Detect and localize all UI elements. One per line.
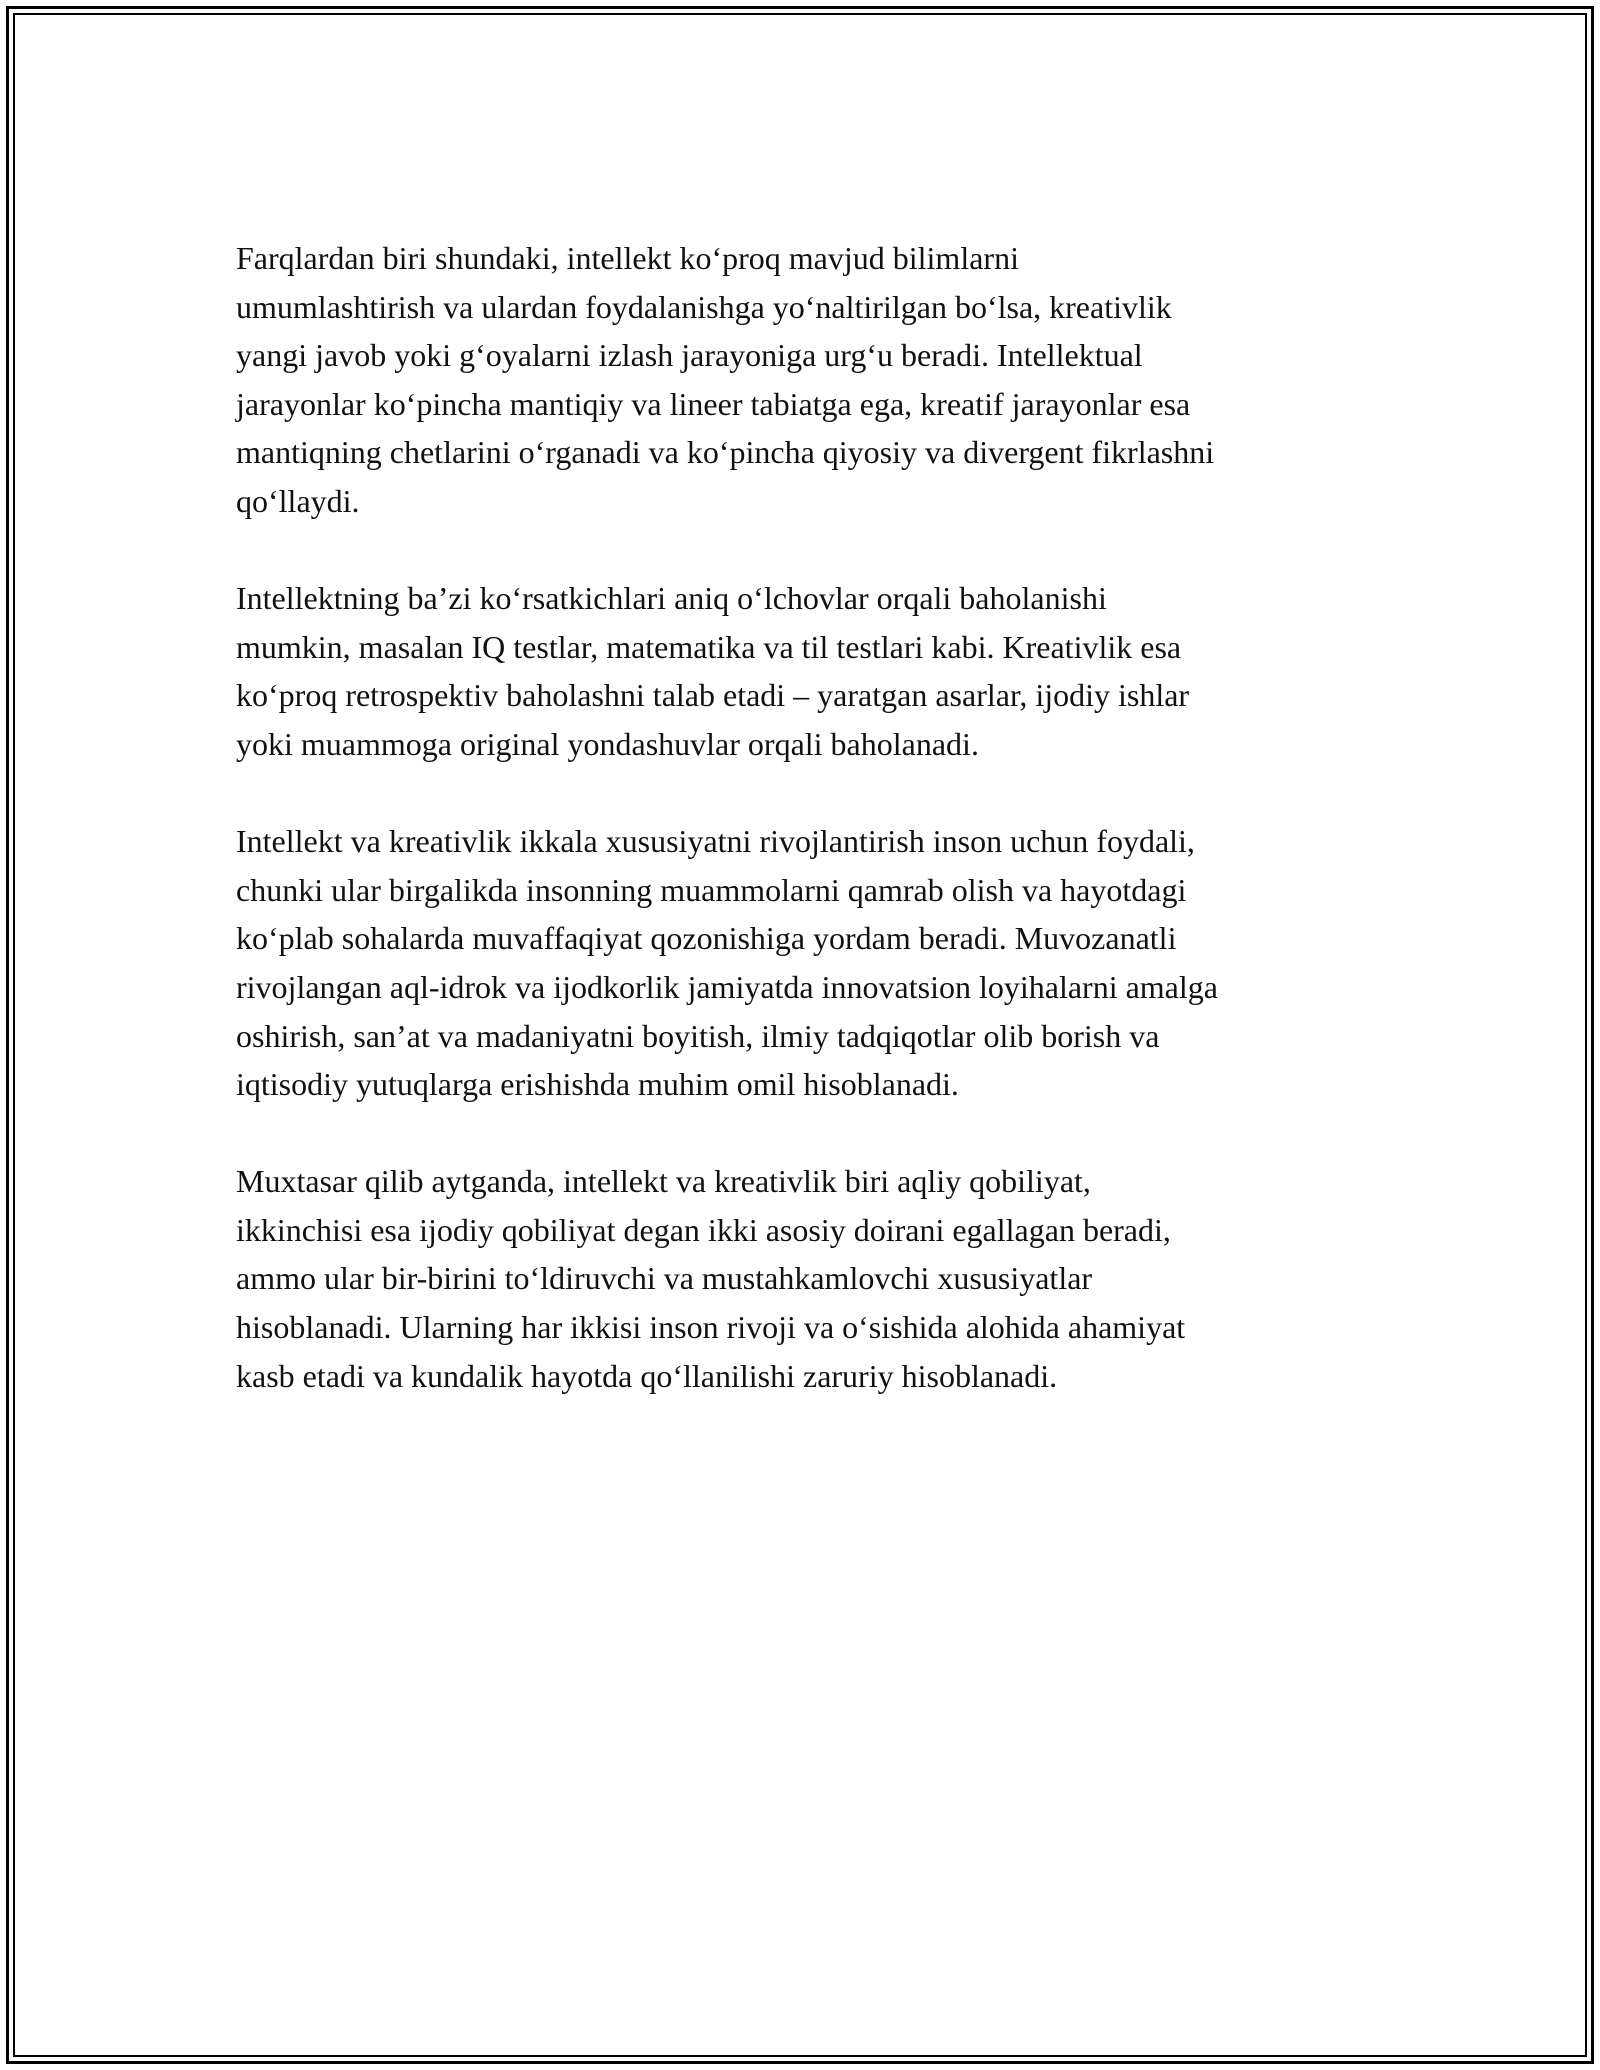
document-body xyxy=(236,234,1376,1449)
paragraph-4 xyxy=(236,1157,1376,1400)
text-line: mantiqning chetlarini o‘rganadi va ko‘pincha qiyosiy va divergent fikrlashni xyxy=(236,434,1215,471)
text-line: oshirish, san’at va madaniyatni boyitish, ilmiy tadqiqotlar olib borish va xyxy=(236,1017,1160,1054)
text-line: ikkinchisi esa ijodiy qobiliyat degan ikki asosiy doirani egallagan beradi, xyxy=(236,1211,1171,1248)
text-line: hisoblanadi. Ularning har ikkisi inson rivoji va o‘sishida alohida ahamiyat xyxy=(236,1309,1186,1346)
text-line: ko‘plab sohalarda muvaffaqiyat qozonishiga yordam beradi. Muvozanatli xyxy=(236,920,1177,957)
text-line: umumlashtirish va ulardan foydalanishga yo‘naltirilgan bo‘lsa, kreativlik xyxy=(236,288,1172,325)
text-line: chunki ular birgalikda insonning muammolarni qamrab olish va hayotdagi xyxy=(236,871,1187,908)
text-line: Muxtasar qilib aytganda, intellekt va kreativlik biri aqliy qobiliyat, xyxy=(236,1163,1091,1200)
text-line: Intellektning ba’zi ko‘rsatkichlari aniq o‘lchovlar orqali baholanishi xyxy=(236,580,1107,617)
text-line: ko‘proq retrospektiv baholashni talab etadi – yaratgan asarlar, ijodiy ishlar xyxy=(236,677,1190,714)
text-line: Intellekt va kreativlik ikkala xususiyatni rivojlantirish inson uchun foydali, xyxy=(236,823,1195,860)
paragraph-1 xyxy=(236,234,1376,526)
paragraph-3 xyxy=(236,817,1376,1109)
text-line: mumkin, masalan IQ testlar, matematika va til testlari kabi. Kreativlik esa xyxy=(236,628,1182,665)
text-line: jarayonlar ko‘pincha mantiqiy va lineer tabiatga ega, kreatif jarayonlar esa xyxy=(236,385,1191,422)
text-line: rivojlangan aql-idrok va ijodkorlik jamiyatda innovatsion loyihalarni amalga xyxy=(236,968,1218,1005)
paragraph-2 xyxy=(236,574,1376,768)
text-line: yangi javob yoki g‘oyalarni izlash jarayoniga urg‘u beradi. Intellektual xyxy=(236,337,1143,374)
text-line: Farqlardan biri shundaki, intellekt ko‘proq mavjud bilimlarni xyxy=(236,240,1019,276)
text-line: ammo ular bir-birini to‘ldiruvchi va mustahkamlovchi xususiyatlar xyxy=(236,1260,1093,1297)
text-line: qo‘llaydi. xyxy=(236,482,360,519)
text-line: kasb etadi va kundalik hayotda qo‘llanilishi zaruriy hisoblanadi. xyxy=(236,1357,1058,1394)
text-line: yoki muammoga original yondashuvlar orqali baholanadi. xyxy=(236,725,979,762)
text-line: iqtisodiy yutuqlarga erishishda muhim omil hisoblanadi. xyxy=(236,1066,959,1103)
